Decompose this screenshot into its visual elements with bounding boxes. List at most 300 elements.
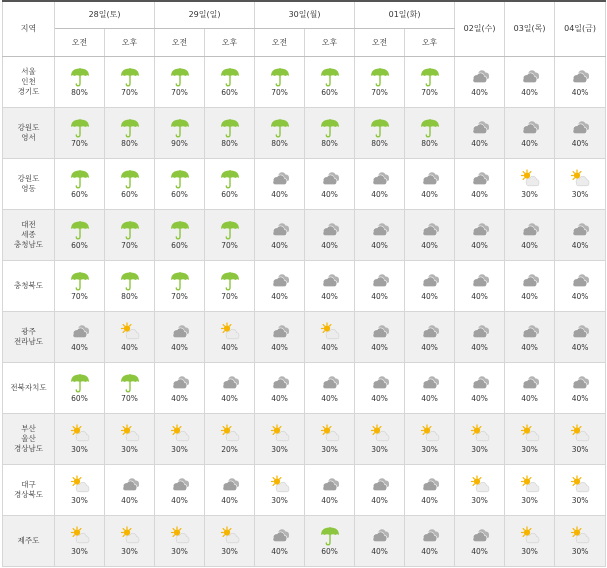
precip-probability: 40%: [271, 240, 288, 250]
day-header: 30일(월): [255, 1, 355, 28]
region-name: 강원도 영서: [3, 107, 55, 158]
cloudy-icon: [369, 271, 391, 291]
precip-probability: 40%: [421, 189, 438, 199]
precip-probability: 40%: [221, 393, 238, 403]
forecast-cell: [405, 209, 455, 260]
forecast-cell: [55, 362, 105, 413]
cloudy-icon: [419, 373, 441, 393]
forecast-cell: [555, 311, 606, 362]
region-name: 대구 경상북도: [3, 464, 55, 515]
forecast-cell: [205, 515, 255, 566]
precip-probability: 40%: [321, 291, 338, 301]
forecast-cell: [155, 362, 205, 413]
umbrella-rain-icon: [69, 67, 91, 87]
region-name: 전북자치도: [3, 362, 55, 413]
umbrella-rain-icon: [69, 169, 91, 189]
partly-cloudy-icon: [219, 322, 241, 342]
precip-probability: 40%: [471, 546, 488, 556]
precip-probability: 60%: [221, 189, 238, 199]
forecast-row: [3, 362, 606, 413]
precip-probability: 70%: [221, 291, 238, 301]
cloudy-icon: [369, 475, 391, 495]
partly-cloudy-icon: [469, 424, 491, 444]
forecast-row: [3, 209, 606, 260]
forecast-cell: [305, 260, 355, 311]
precip-probability: 30%: [521, 546, 538, 556]
cloudy-icon: [369, 373, 391, 393]
forecast-cell: [105, 464, 155, 515]
forecast-cell: [455, 209, 505, 260]
umbrella-rain-icon: [119, 169, 141, 189]
pm-header: 오후: [105, 28, 155, 56]
umbrella-rain-icon: [219, 67, 241, 87]
forecast-cell: [205, 413, 255, 464]
forecast-cell: [455, 56, 505, 107]
precip-probability: 70%: [221, 240, 238, 250]
precip-probability: 70%: [271, 87, 288, 97]
cloudy-icon: [569, 67, 591, 87]
partly-cloudy-icon: [569, 475, 591, 495]
partly-cloudy-icon: [519, 526, 541, 546]
forecast-cell: [105, 209, 155, 260]
precip-probability: 40%: [521, 87, 538, 97]
precip-probability: 60%: [321, 87, 338, 97]
forecast-cell: [305, 413, 355, 464]
precip-probability: 40%: [471, 240, 488, 250]
partly-cloudy-icon: [519, 475, 541, 495]
cloudy-icon: [469, 271, 491, 291]
precip-probability: 40%: [171, 495, 188, 505]
cloudy-icon: [269, 526, 291, 546]
partly-cloudy-icon: [169, 526, 191, 546]
forecast-cell: [555, 413, 606, 464]
forecast-cell: [405, 464, 455, 515]
precip-probability: 40%: [271, 393, 288, 403]
forecast-cell: [355, 515, 405, 566]
forecast-cell: [355, 56, 405, 107]
forecast-cell: [405, 56, 455, 107]
partly-cloudy-icon: [319, 424, 341, 444]
precip-probability: 40%: [571, 240, 589, 250]
precip-probability: 80%: [121, 138, 138, 148]
forecast-cell: [255, 107, 305, 158]
cloudy-icon: [319, 475, 341, 495]
pm-header: 오후: [205, 28, 255, 56]
partly-cloudy-icon: [319, 322, 341, 342]
forecast-cell: [505, 158, 555, 209]
forecast-cell: [55, 515, 105, 566]
precip-probability: 30%: [521, 495, 538, 505]
precip-probability: 40%: [571, 291, 589, 301]
forecast-cell: [55, 209, 105, 260]
precip-probability: 80%: [321, 138, 338, 148]
precip-probability: 30%: [471, 495, 488, 505]
precip-probability: 40%: [271, 342, 288, 352]
day-header: 03일(목): [505, 1, 555, 56]
forecast-row: [3, 158, 606, 209]
cloudy-icon: [469, 118, 491, 138]
forecast-cell: [405, 311, 455, 362]
cloudy-icon: [569, 220, 591, 240]
cloudy-icon: [419, 322, 441, 342]
cloudy-icon: [469, 169, 491, 189]
cloudy-icon: [319, 169, 341, 189]
forecast-cell: [255, 362, 305, 413]
precip-probability: 40%: [171, 342, 188, 352]
cloudy-icon: [519, 67, 541, 87]
forecast-cell: [355, 464, 405, 515]
day-header: 02일(수): [455, 1, 505, 56]
forecast-row: [3, 260, 606, 311]
forecast-cell: [155, 413, 205, 464]
forecast-body: [3, 56, 606, 566]
cloudy-icon: [569, 271, 591, 291]
forecast-cell: [305, 464, 355, 515]
umbrella-rain-icon: [419, 118, 441, 138]
precip-probability: 40%: [521, 342, 538, 352]
cloudy-icon: [519, 271, 541, 291]
cloudy-icon: [219, 475, 241, 495]
precip-probability: 70%: [121, 393, 138, 403]
forecast-cell: [355, 362, 405, 413]
precip-probability: 40%: [521, 393, 538, 403]
precip-probability: 40%: [271, 291, 288, 301]
partly-cloudy-icon: [69, 424, 91, 444]
precip-probability: 40%: [521, 138, 538, 148]
precip-probability: 30%: [571, 495, 589, 505]
precip-probability: 80%: [371, 138, 388, 148]
forecast-cell: [205, 362, 255, 413]
forecast-cell: [255, 209, 305, 260]
umbrella-rain-icon: [69, 271, 91, 291]
forecast-cell: [105, 362, 155, 413]
umbrella-rain-icon: [269, 67, 291, 87]
cloudy-icon: [119, 475, 141, 495]
precip-probability: 30%: [571, 546, 589, 556]
umbrella-rain-icon: [169, 220, 191, 240]
precip-probability: 30%: [271, 495, 288, 505]
pm-header: 오후: [405, 28, 455, 56]
precip-probability: 30%: [121, 546, 138, 556]
forecast-cell: [255, 158, 305, 209]
precip-probability: 60%: [321, 546, 338, 556]
precip-probability: 60%: [221, 87, 238, 97]
forecast-cell: [255, 56, 305, 107]
day-header: 29일(일): [155, 1, 255, 28]
region-name: 제주도: [3, 515, 55, 566]
precip-probability: 40%: [471, 342, 488, 352]
region-name: 광주 전라남도: [3, 311, 55, 362]
precip-probability: 30%: [371, 444, 388, 454]
forecast-cell: [455, 515, 505, 566]
am-header: 오전: [55, 28, 105, 56]
forecast-cell: [505, 464, 555, 515]
precip-probability: 30%: [71, 495, 88, 505]
precip-probability: 40%: [521, 291, 538, 301]
forecast-cell: [505, 107, 555, 158]
precip-probability: 70%: [121, 87, 138, 97]
precip-probability: 40%: [121, 342, 138, 352]
forecast-cell: [55, 107, 105, 158]
precip-probability: 40%: [471, 138, 488, 148]
precip-probability: 40%: [321, 189, 338, 199]
precip-probability: 40%: [421, 291, 438, 301]
precip-probability: 60%: [71, 393, 88, 403]
partly-cloudy-icon: [69, 475, 91, 495]
precip-probability: 70%: [171, 87, 188, 97]
umbrella-rain-icon: [219, 271, 241, 291]
precip-probability: 80%: [121, 291, 138, 301]
forecast-cell: [105, 260, 155, 311]
forecast-cell: [55, 311, 105, 362]
forecast-cell: [55, 56, 105, 107]
precip-probability: 40%: [471, 291, 488, 301]
forecast-cell: [555, 362, 606, 413]
cloudy-icon: [569, 118, 591, 138]
forecast-cell: [305, 311, 355, 362]
forecast-cell: [355, 209, 405, 260]
precip-probability: 70%: [121, 240, 138, 250]
precip-probability: 40%: [571, 87, 589, 97]
forecast-cell: [305, 107, 355, 158]
cloudy-icon: [519, 118, 541, 138]
precip-probability: 70%: [71, 291, 88, 301]
forecast-cell: [155, 209, 205, 260]
umbrella-rain-icon: [219, 118, 241, 138]
umbrella-rain-icon: [319, 118, 341, 138]
forecast-cell: [155, 260, 205, 311]
am-header: 오전: [255, 28, 305, 56]
umbrella-rain-icon: [319, 526, 341, 546]
day-header: 04일(금): [555, 1, 606, 56]
precip-probability: 40%: [321, 495, 338, 505]
forecast-cell: [355, 311, 405, 362]
forecast-cell: [555, 107, 606, 158]
forecast-cell: [155, 464, 205, 515]
precip-probability: 60%: [71, 240, 88, 250]
forecast-cell: [355, 260, 405, 311]
forecast-cell: [105, 56, 155, 107]
cloudy-icon: [519, 220, 541, 240]
precip-probability: 40%: [121, 495, 138, 505]
cloudy-icon: [269, 373, 291, 393]
forecast-cell: [55, 158, 105, 209]
partly-cloudy-icon: [119, 424, 141, 444]
weekly-forecast-table: [2, 0, 606, 567]
precip-probability: 40%: [371, 495, 388, 505]
cloudy-icon: [319, 373, 341, 393]
day-header: 01일(화): [355, 1, 455, 28]
forecast-cell: [255, 311, 305, 362]
precip-probability: 40%: [471, 393, 488, 403]
cloudy-icon: [419, 169, 441, 189]
region-name: 대전 세종 충청남도: [3, 209, 55, 260]
forecast-cell: [205, 56, 255, 107]
forecast-cell: [105, 107, 155, 158]
precip-probability: 30%: [471, 444, 488, 454]
partly-cloudy-icon: [469, 475, 491, 495]
partly-cloudy-icon: [569, 424, 591, 444]
umbrella-rain-icon: [69, 118, 91, 138]
cloudy-icon: [469, 220, 491, 240]
umbrella-rain-icon: [119, 271, 141, 291]
precip-probability: 40%: [521, 240, 538, 250]
forecast-cell: [405, 260, 455, 311]
umbrella-rain-icon: [169, 67, 191, 87]
forecast-row: [3, 311, 606, 362]
forecast-cell: [555, 515, 606, 566]
cloudy-icon: [219, 373, 241, 393]
precip-probability: 40%: [371, 240, 388, 250]
forecast-cell: [105, 515, 155, 566]
forecast-cell: [305, 362, 355, 413]
precip-probability: 30%: [421, 444, 438, 454]
precip-probability: 40%: [571, 138, 589, 148]
precip-probability: 40%: [571, 342, 589, 352]
forecast-cell: [155, 158, 205, 209]
precip-probability: 70%: [371, 87, 388, 97]
forecast-cell: [405, 515, 455, 566]
forecast-cell: [355, 158, 405, 209]
forecast-cell: [555, 158, 606, 209]
precip-probability: 60%: [121, 189, 138, 199]
cloudy-icon: [519, 373, 541, 393]
precip-probability: 40%: [421, 393, 438, 403]
precip-probability: 40%: [321, 240, 338, 250]
forecast-cell: [405, 107, 455, 158]
forecast-cell: [555, 209, 606, 260]
precip-probability: 30%: [571, 189, 589, 199]
region-column-header: 지역: [3, 1, 55, 56]
forecast-cell: [255, 515, 305, 566]
forecast-cell: [505, 56, 555, 107]
precip-probability: 40%: [271, 546, 288, 556]
precip-probability: 30%: [221, 546, 238, 556]
partly-cloudy-icon: [369, 424, 391, 444]
umbrella-rain-icon: [169, 271, 191, 291]
forecast-cell: [305, 158, 355, 209]
precip-probability: 40%: [371, 393, 388, 403]
precip-probability: 40%: [371, 189, 388, 199]
precip-probability: 40%: [71, 342, 88, 352]
umbrella-rain-icon: [319, 67, 341, 87]
forecast-cell: [155, 107, 205, 158]
precip-probability: 30%: [271, 444, 288, 454]
forecast-cell: [555, 464, 606, 515]
cloudy-icon: [169, 373, 191, 393]
forecast-cell: [55, 260, 105, 311]
forecast-cell: [205, 158, 255, 209]
umbrella-rain-icon: [169, 118, 191, 138]
cloudy-icon: [269, 271, 291, 291]
cloudy-icon: [319, 271, 341, 291]
cloudy-icon: [469, 373, 491, 393]
pm-header: 오후: [305, 28, 355, 56]
precip-probability: 70%: [421, 87, 438, 97]
partly-cloudy-icon: [519, 424, 541, 444]
am-header: 오전: [355, 28, 405, 56]
cloudy-icon: [269, 220, 291, 240]
precip-probability: 30%: [171, 444, 188, 454]
forecast-cell: [455, 413, 505, 464]
precip-probability: 40%: [421, 240, 438, 250]
precip-probability: 30%: [71, 546, 88, 556]
precip-probability: 30%: [121, 444, 138, 454]
precip-probability: 40%: [471, 189, 488, 199]
partly-cloudy-icon: [269, 475, 291, 495]
precip-probability: 40%: [371, 546, 388, 556]
precip-probability: 90%: [171, 138, 188, 148]
forecast-cell: [355, 107, 405, 158]
cloudy-icon: [469, 67, 491, 87]
precip-probability: 40%: [471, 87, 488, 97]
precip-probability: 60%: [71, 189, 88, 199]
precip-probability: 80%: [221, 138, 238, 148]
umbrella-rain-icon: [119, 220, 141, 240]
forecast-cell: [255, 413, 305, 464]
precip-probability: 30%: [521, 444, 538, 454]
precip-probability: 30%: [321, 444, 338, 454]
cloudy-icon: [169, 322, 191, 342]
region-name: 부산 울산 경상남도: [3, 413, 55, 464]
precip-probability: 40%: [571, 393, 589, 403]
precip-probability: 80%: [421, 138, 438, 148]
cloudy-icon: [369, 220, 391, 240]
precip-probability: 40%: [221, 342, 238, 352]
cloudy-icon: [419, 220, 441, 240]
cloudy-icon: [369, 526, 391, 546]
umbrella-rain-icon: [369, 118, 391, 138]
forecast-cell: [105, 158, 155, 209]
cloudy-icon: [569, 322, 591, 342]
forecast-cell: [355, 413, 405, 464]
cloudy-icon: [69, 322, 91, 342]
cloudy-icon: [419, 475, 441, 495]
precip-probability: 40%: [271, 189, 288, 199]
umbrella-rain-icon: [119, 373, 141, 393]
forecast-cell: [555, 56, 606, 107]
cloudy-icon: [319, 220, 341, 240]
umbrella-rain-icon: [219, 169, 241, 189]
forecast-cell: [305, 209, 355, 260]
precip-probability: 40%: [421, 546, 438, 556]
forecast-cell: [55, 464, 105, 515]
cloudy-icon: [419, 526, 441, 546]
cloudy-icon: [269, 322, 291, 342]
precip-probability: 40%: [371, 291, 388, 301]
forecast-cell: [555, 260, 606, 311]
forecast-cell: [405, 158, 455, 209]
forecast-cell: [105, 311, 155, 362]
partly-cloudy-icon: [569, 169, 591, 189]
precip-probability: 20%: [221, 444, 238, 454]
forecast-cell: [505, 515, 555, 566]
forecast-cell: [305, 56, 355, 107]
precip-probability: 40%: [171, 393, 188, 403]
cloudy-icon: [469, 322, 491, 342]
precip-probability: 30%: [171, 546, 188, 556]
forecast-cell: [105, 413, 155, 464]
region-name: 서울 인천 경기도: [3, 56, 55, 107]
forecast-cell: [205, 260, 255, 311]
forecast-row: [3, 413, 606, 464]
precip-probability: 60%: [171, 240, 188, 250]
partly-cloudy-icon: [569, 526, 591, 546]
forecast-cell: [205, 464, 255, 515]
precip-probability: 70%: [71, 138, 88, 148]
forecast-cell: [455, 464, 505, 515]
forecast-cell: [305, 515, 355, 566]
